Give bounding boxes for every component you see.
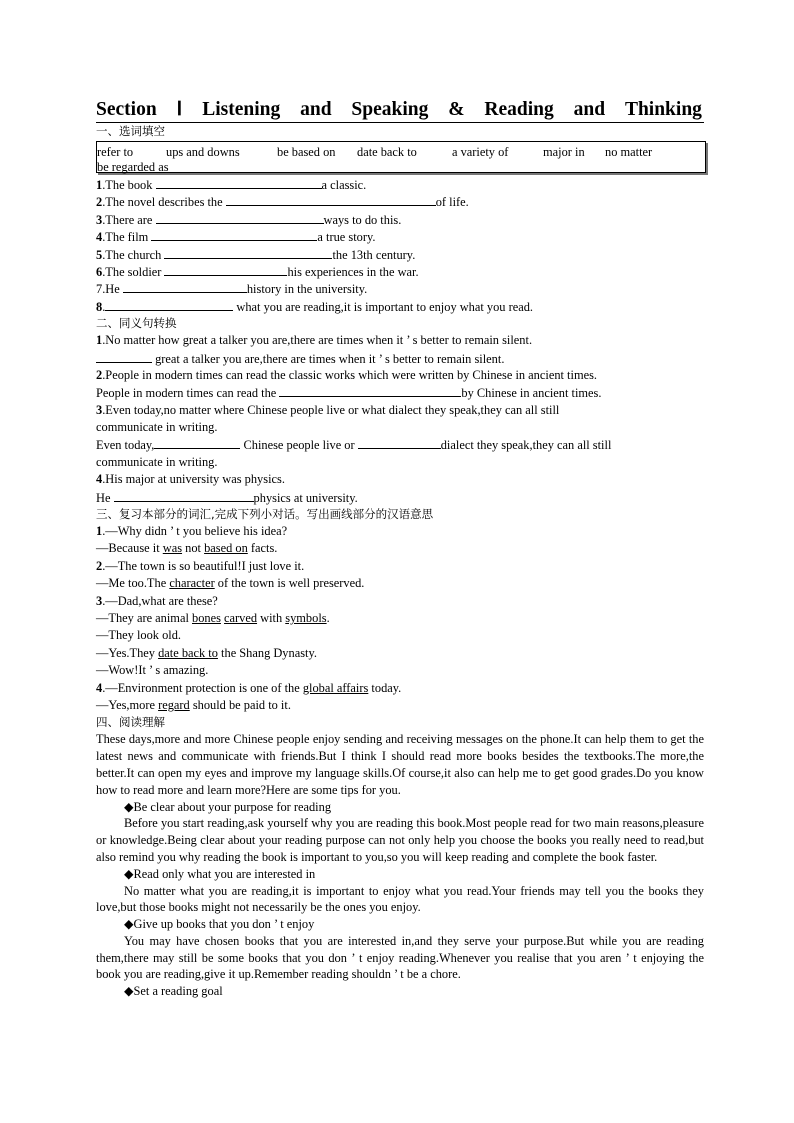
tip-body: Before you start reading,ask yourself why you are reading this book.Most people read for two main reasons,pleasure or knowledge.Being clear about your reading purpose can not only help you choose the books you really need to read,but also remind you why reading the book is important to you,so you will keep reading and complete the book faster. xyxy=(96,816,704,864)
tip-heading: ◆Give up books that you don ’ t enjoy xyxy=(124,917,315,932)
rewrite-question-2: 2.People in modern times can read the classic works which were written by Chinese in ancient times. xyxy=(96,367,597,382)
dialogue-2: 2.—The town is so beautiful!I just love it. xyxy=(96,558,305,573)
title-word: and xyxy=(573,99,606,120)
title-word: Section xyxy=(96,99,157,120)
answer-blank[interactable] xyxy=(164,263,287,276)
word-bank-row xyxy=(97,145,705,160)
word-bank-item: be regarded as xyxy=(97,160,169,174)
rewrite-question-3: 3.Even today,no matter where Chinese people live or what dialect they speak,they can all still xyxy=(96,402,560,417)
rewrite-question-4: 4.His major at university was physics. xyxy=(96,472,285,487)
word-bank-item: no matter xyxy=(605,145,653,159)
rewrite-answer-4: He physics at university. xyxy=(96,490,358,505)
title-word: Listening xyxy=(202,99,281,120)
section-heading-2: 二、同义句转换 xyxy=(96,316,177,331)
word-bank-item: ups and downs xyxy=(166,145,240,159)
dialogue-1: 1.—Why didn ’ t you believe his idea? xyxy=(96,524,288,539)
tip-body: No matter what you are reading,it is important to enjoy what you read.Your friends may tell you the books they love,but those books might not necessarily be the ones you enjoy. xyxy=(96,883,704,915)
reading-intro: These days,more and more Chinese people enjoy sending and receiving messages on the phone.It can help them to get the latest news and communicate with friends.But I think I should read more books besides the textbooks.The more,the better.It can open my eyes and improve my language skills.Of course,it also can help me to get good grades.Do you know how to read more and learn more?Here are some tips for you. xyxy=(96,732,704,797)
worksheet: Section Ⅰ Listening and Speaking & Reading and Thinking 一、选词填空 refer to ups and downs be based on date back to a variety of major in no matter be regarded as 1.The book a classic. 2.The novel describes the of life. 3.There are ways to do this. 4.The film a true story. 5.The church the 13th century. 6.The soldier his experiences in the war. 7.He history in the university. 8. what you are reading,it is important to enjoy what you read. 二、同义句转换 1.No matter how great a talker you are,there are times when it ’ s better to remain silent. great a talker you are,there are times when it ’ s better to remain silent. 2.People in modern times can read the classic works which were written by Chinese in ancient times. People in modern times can read the by Chinese in ancient times. 3.Even today,no matter where Chinese people live or what dialect they speak,they can all still communicate in writing. Even today, Chinese people live or dialect they speak,they can all still communicate in writing. 4.His major at university was physics. He physics at university. 三、复习本部分的词汇,完成下列小对话。写出画线部分的汉语意思 1.—Why didn ’ t you believe his idea? —Because it was not based on facts. 2.—The town is so beautiful!I just love it. —Me too.The character of the town is well preserved. 3.—Dad,what are these? —They are animal bones carved with symbols. —They look old. —Yes.They date back to the Shang Dynasty. —Wow!It ’ s amazing. 4.—Environment protection is one of the global affairs today. —Yes,more regard should be paid to it. 四、阅读理解 These days,more and more Chinese people enjoy sending and receiving messages on the phone.It can help them to get the latest news and communicate with friends.But I think I should read more books besides the textbooks.The more,the better.It can open my eyes and improve my language skills.Of course,it also can help me to get good grades.Do you know how to read more and learn more?Here are some tips for you. ◆Be clear about your purpose for reading Before you start reading,ask yourself why you are reading this book.Most people read for two main reasons,pleasure or knowledge.Being clear about your reading purpose can not only help you choose the books you really need to read,but also remind you why reading the book is important to you,so you will keep reading and complete the book faster. ◆Read only what you are interested in No matter what you are reading,it is important to enjoy what you read.Your friends may tell you the books they love,but those books might not necessarily be the ones you enjoy. ◆Give up books that you don ’ t enjoy You may have chosen books that you are interested in,and they serve your purpose.But while you are reading them,there may still be some books that you don ’ t enjoy reading.Whenever you realise that you aren ’ t enjoying the book you are reading,give it up.Remember reading shouldn ’ t be a chore. ◆Set a reading goal xyxy=(96,99,704,999)
answer-blank[interactable] xyxy=(226,193,436,206)
word-bank-row xyxy=(97,160,705,175)
fill-item-1: 1.The book a classic. xyxy=(96,178,367,192)
rewrite-answer-2: People in modern times can read the by Chinese in ancient times. xyxy=(96,386,602,401)
fill-item-5: 5.The church the 13th century. xyxy=(96,247,416,262)
rewrite-answer-1: great a talker you are,there are times when it ’ s better to remain silent. xyxy=(96,350,704,367)
rewrite-answer-3: Even today, Chinese people live or dialect they speak,they can all still xyxy=(96,438,612,453)
word-bank-item: be based on xyxy=(277,145,336,159)
fill-item-7: 7.He history in the university. xyxy=(96,282,368,297)
fill-item-8: 8. what you are reading,it is important to enjoy what you read. xyxy=(96,299,534,314)
page-title xyxy=(96,98,704,123)
fill-item-4: 4.The film a true story. xyxy=(96,230,376,245)
answer-blank[interactable] xyxy=(96,350,152,363)
answer-blank[interactable] xyxy=(279,384,461,397)
section-heading-1: 一、选词填空 xyxy=(96,124,165,138)
fill-item-6: 6.The soldier his experiences in the war. xyxy=(96,264,419,279)
answer-blank[interactable] xyxy=(151,228,317,241)
fill-item-2: 2.The novel describes the of life. xyxy=(96,195,469,210)
word-bank-item: a variety of xyxy=(452,145,509,159)
answer-blank[interactable] xyxy=(123,280,247,293)
answer-blank[interactable] xyxy=(156,211,324,224)
word-bank-item: refer to xyxy=(97,145,134,159)
title-word: Speaking xyxy=(351,99,429,120)
tip-heading: ◆Be clear about your purpose for reading xyxy=(124,799,332,814)
tip-body: You may have chosen books that you are interested in,and they serve your purpose.But while you are reading them,there may still be some books that you don ’ t enjoy reading.Whenever you realise that you aren ’ t enjoying the book you are reading,give it up.Remember reading shouldn ’ t be a chore. xyxy=(96,933,704,982)
answer-blank[interactable] xyxy=(105,298,233,311)
answer-blank[interactable] xyxy=(114,489,254,502)
section-heading-3: 三、复习本部分的词汇,完成下列小对话。写出画线部分的汉语意思 xyxy=(96,507,434,522)
title-word: Thinking xyxy=(624,99,702,120)
fill-item-3: 3.There are ways to do this. xyxy=(96,212,402,227)
title-word: & xyxy=(448,99,465,120)
answer-blank[interactable] xyxy=(154,436,240,449)
dialogue-4: 4.—Environment protection is one of the global affairs today. xyxy=(96,680,402,695)
dialogue-3: 3.—Dad,what are these? xyxy=(96,593,218,608)
answer-blank[interactable] xyxy=(156,176,322,189)
tip-heading: ◆Set a reading goal xyxy=(124,984,223,999)
word-bank-item: date back to xyxy=(357,145,417,159)
answer-blank[interactable] xyxy=(164,246,332,259)
tip-heading: ◆Read only what you are interested in xyxy=(124,866,316,881)
section-heading-4: 四、阅读理解 xyxy=(96,715,165,730)
title-word: and xyxy=(300,99,332,120)
title-word: Ⅰ xyxy=(176,99,183,120)
word-bank-item: major in xyxy=(543,145,585,159)
rewrite-question-1: 1.No matter how great a talker you are,there are times when it ’ s better to remain silent. xyxy=(96,333,533,348)
word-bank-box xyxy=(96,141,706,173)
title-word: Reading xyxy=(484,99,554,120)
answer-blank[interactable] xyxy=(358,436,441,449)
